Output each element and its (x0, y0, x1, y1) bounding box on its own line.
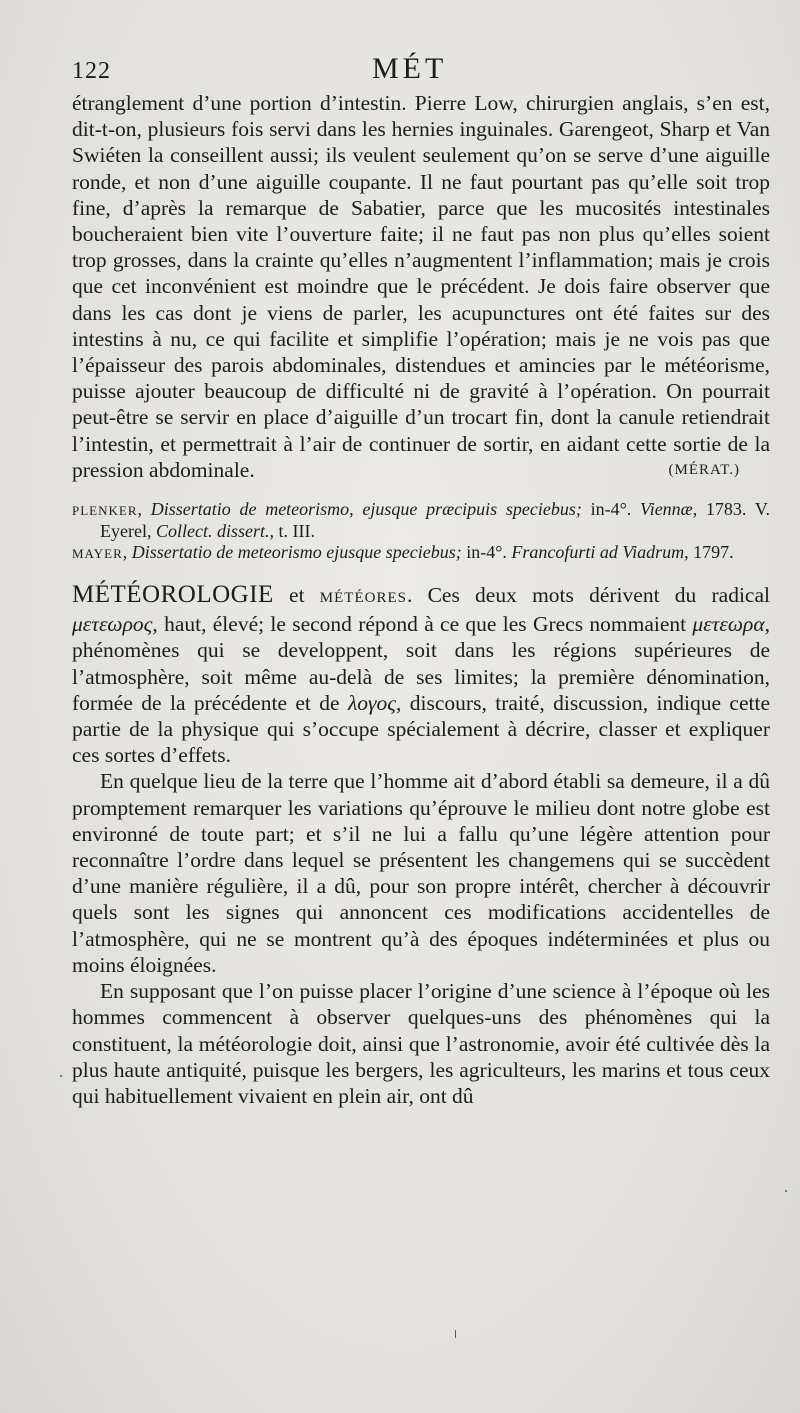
paper-speck (60, 1075, 62, 1077)
bibliography (72, 499, 770, 564)
ref-author: PLENKER (72, 503, 138, 519)
paper-speck (785, 1190, 787, 1192)
ref-format: in-4°. (581, 499, 641, 520)
ref-author: MAYER (72, 546, 123, 562)
article-meteorologie (72, 582, 770, 1109)
paper-speck (455, 1330, 456, 1338)
ref-title: , Dissertatio de meteorismo ejusque speciebus; (122, 542, 462, 563)
article-paragraph-3: En supposant que l’on puisse placer l’origine d’une science à l’époque où les hommes commencent à observer quelques-uns des phénomènes qui la constituent, la météorologie doit, ainsi que l’astronomie, avoir été cultivée dès la plus haute antiquité, puisque les bergers, les agriculteurs, les marins et tous ceux qui habituellement vivaient en plein air, ont dû (72, 979, 770, 1108)
ref-volume: , t. III. (269, 521, 315, 542)
author-signature: (MÉRAT.) (668, 462, 740, 479)
ref-place: Francofurti ad Viadrum (511, 542, 685, 563)
text-run: , haut, élevé; le second répond à ce que les Grecs nommaient (152, 612, 693, 637)
page-header (72, 52, 770, 90)
reference-plenker (72, 499, 770, 542)
greek-word: μετεωρα (692, 612, 765, 637)
greek-word: μετεωρος (72, 612, 153, 637)
ref-title: , Dissertatio de meteorismo, ejusque præcipuis speciebus; (137, 499, 582, 520)
text-run: , discours, traité, discussion, indique cette partie de la physique qui s’occupe spécialement à décrire, classer et expliquer ces sortes d’effets. (72, 690, 770, 768)
article-paragraph-1 (72, 582, 770, 768)
paragraph-acupuncture: étranglement d’une portion d’intestin. Pierre Low, chirurgien anglais, s’en est, dit-t-on, plusieurs fois servi dans les hernies inguinales. Garengeot, Sharp et Van Swiéten la conseillent aussi; ils veulent seulement qu’on se serve d’une aiguille ronde, et non d’une aiguille coupante. Il ne faut pourtant pas qu’elle soit trop fine, d’après la remarque de Sabatier, parce que les mucosités intestinales boucheraient bien vite l’ouverture faite; il ne faut pas non plus qu’elles soient trop grosses, dans la crainte qu’elles n’augmentent l’inflammation; mais je crois que cet inconvénient est moindre que le précédent. Je dois faire observer que dans les cas dont je viens de parler, les acupunctures ont été faites sur des intestins à nu, ce qui facilite et simplifie l’opération; mais je ne vois pas que l’épaisseur des parois abdominales, distendues et amincies par le météorisme, puisse ajouter beaucoup de difficulté ni de gravité à l’opération. On pourrait peut-être se servir en place d’aiguille d’un trocart fin, dont la canule retiendrait l’intestin, et permettrait à l’air de continuer de sortir, en aidant cette sortie de la pression abdominale. (72, 91, 770, 482)
running-head: MÉT (372, 52, 448, 85)
ref-year: , 1797. (684, 542, 734, 563)
ref-format: in-4°. (461, 542, 512, 563)
reference-mayer (72, 542, 770, 564)
ref-place: Viennæ (640, 499, 693, 520)
body-text (72, 90, 770, 483)
headword-conj: et (273, 583, 320, 608)
text-run: , phénomènes qui se developpent, soit dans les régions supérieures de l’atmosphère, soit même au-delà de ses limites; la première dénomination, formée de la précédente et de (72, 612, 770, 715)
ref-year: , 1783. V. Eyerel, (100, 499, 771, 542)
ref-collection: Collect. dissert. (155, 521, 270, 542)
text-run: . Ces deux mots dérivent du radical (406, 583, 770, 608)
greek-word: λογος (348, 690, 397, 715)
page-number: 122 (72, 58, 111, 84)
headword-secondary: MÉTÉORES (319, 590, 407, 607)
article-paragraph-2: En quelque lieu de la terre que l’homme ait d’abord établi sa demeure, il a dû promptement remarquer les variations qu’éprouve le milieu dont notre globe est environné de toute part; et s’il ne lui a fallu qu’une légère attention pour reconnaître l’ordre dans lequel se présentent les changemens qui se succèdent d’une manière régulière, il a dû, pour son propre intérêt, chercher à découvrir quels sont les signes qui annoncent ces modifications accidentelles de l’atmosphère, qui ne se montrent qu’à des époques indéterminées et plus ou moins éloignées. (72, 769, 770, 977)
headword: MÉTÉOROLOGIE (72, 581, 274, 609)
